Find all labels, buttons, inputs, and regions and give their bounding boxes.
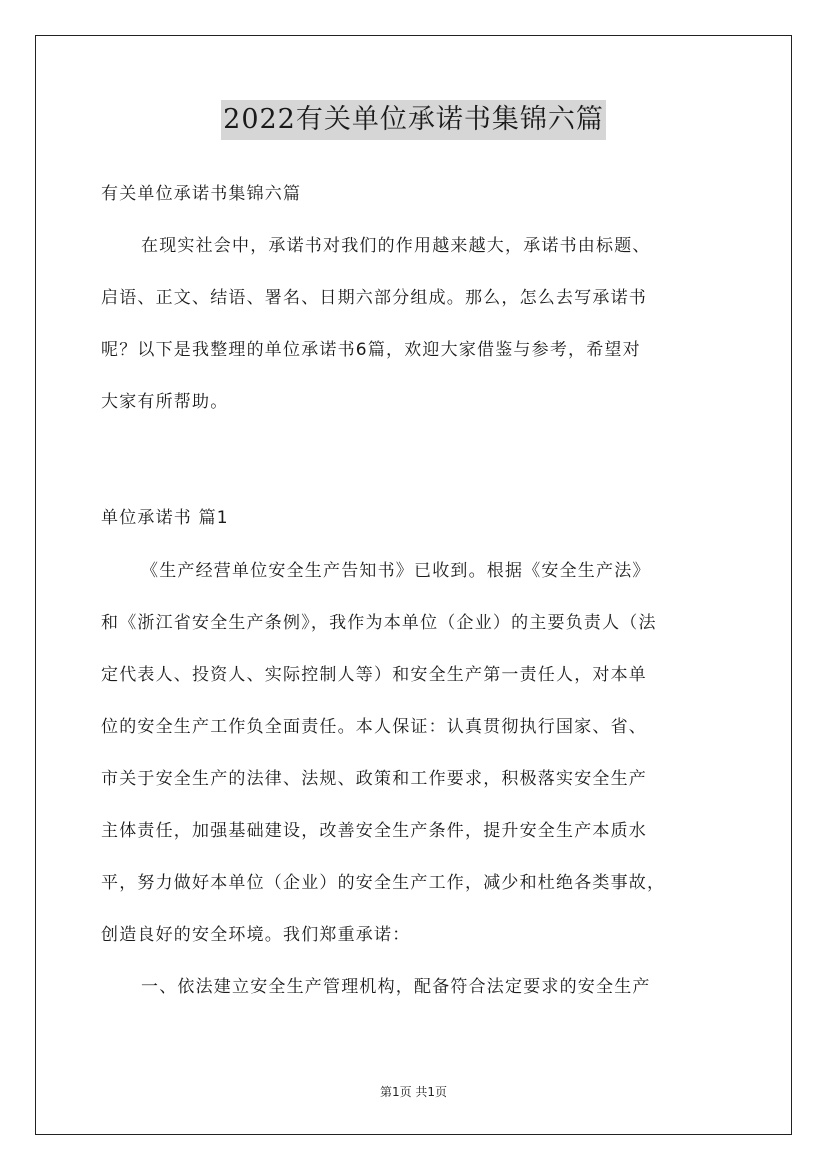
body-line: 位的安全生产工作负全面责任。本人保证：认真贯彻执行国家、省、	[101, 717, 647, 737]
body-line: 主体责任，加强基础建设，改善安全生产条件，提升安全生产本质水	[101, 821, 647, 841]
page-footer: 第1页 共1页	[379, 1085, 448, 1099]
intro-line: 大家有所帮助。	[101, 392, 229, 412]
subtitle-line: 有关单位承诺书集锦六篇	[101, 184, 302, 204]
body-line: 《生产经营单位安全生产告知书》已收到。根据《安全生产法》	[141, 561, 651, 581]
body-line: 市关于安全生产的法律、法规、政策和工作要求，积极落实安全生产	[101, 769, 647, 789]
intro-line: 呢？以下是我整理的单位承诺书6篇，欢迎大家借鉴与参考，希望对	[101, 340, 641, 360]
body-line: 定代表人、投资人、实际控制人等）和安全生产第一责任人，对本单	[101, 665, 647, 685]
body-line: 平，努力做好本单位（企业）的安全生产工作，减少和杜绝各类事故，	[101, 873, 666, 893]
item-line: 一、依法建立安全生产管理机构，配备符合法定要求的安全生产	[141, 977, 651, 997]
intro-line: 在现实社会中，承诺书对我们的作用越来越大，承诺书由标题、	[141, 236, 651, 256]
body-line: 创造良好的安全环境。我们郑重承诺：	[101, 925, 411, 945]
document-title: 2022有关单位承诺书集锦六篇	[221, 100, 606, 140]
title-area	[0, 100, 827, 140]
intro-paragraph	[101, 220, 741, 428]
body-line: 和《浙江省安全生产条例》，我作为本单位（企业）的主要负责人（法	[101, 613, 657, 633]
intro-line: 启语、正文、结语、署名、日期六部分组成。那么，怎么去写承诺书	[101, 288, 647, 308]
body-paragraph	[101, 545, 741, 1013]
section-heading-line: 单位承诺书 篇1	[101, 508, 229, 528]
section-heading	[101, 492, 741, 544]
document-subtitle	[101, 168, 741, 220]
